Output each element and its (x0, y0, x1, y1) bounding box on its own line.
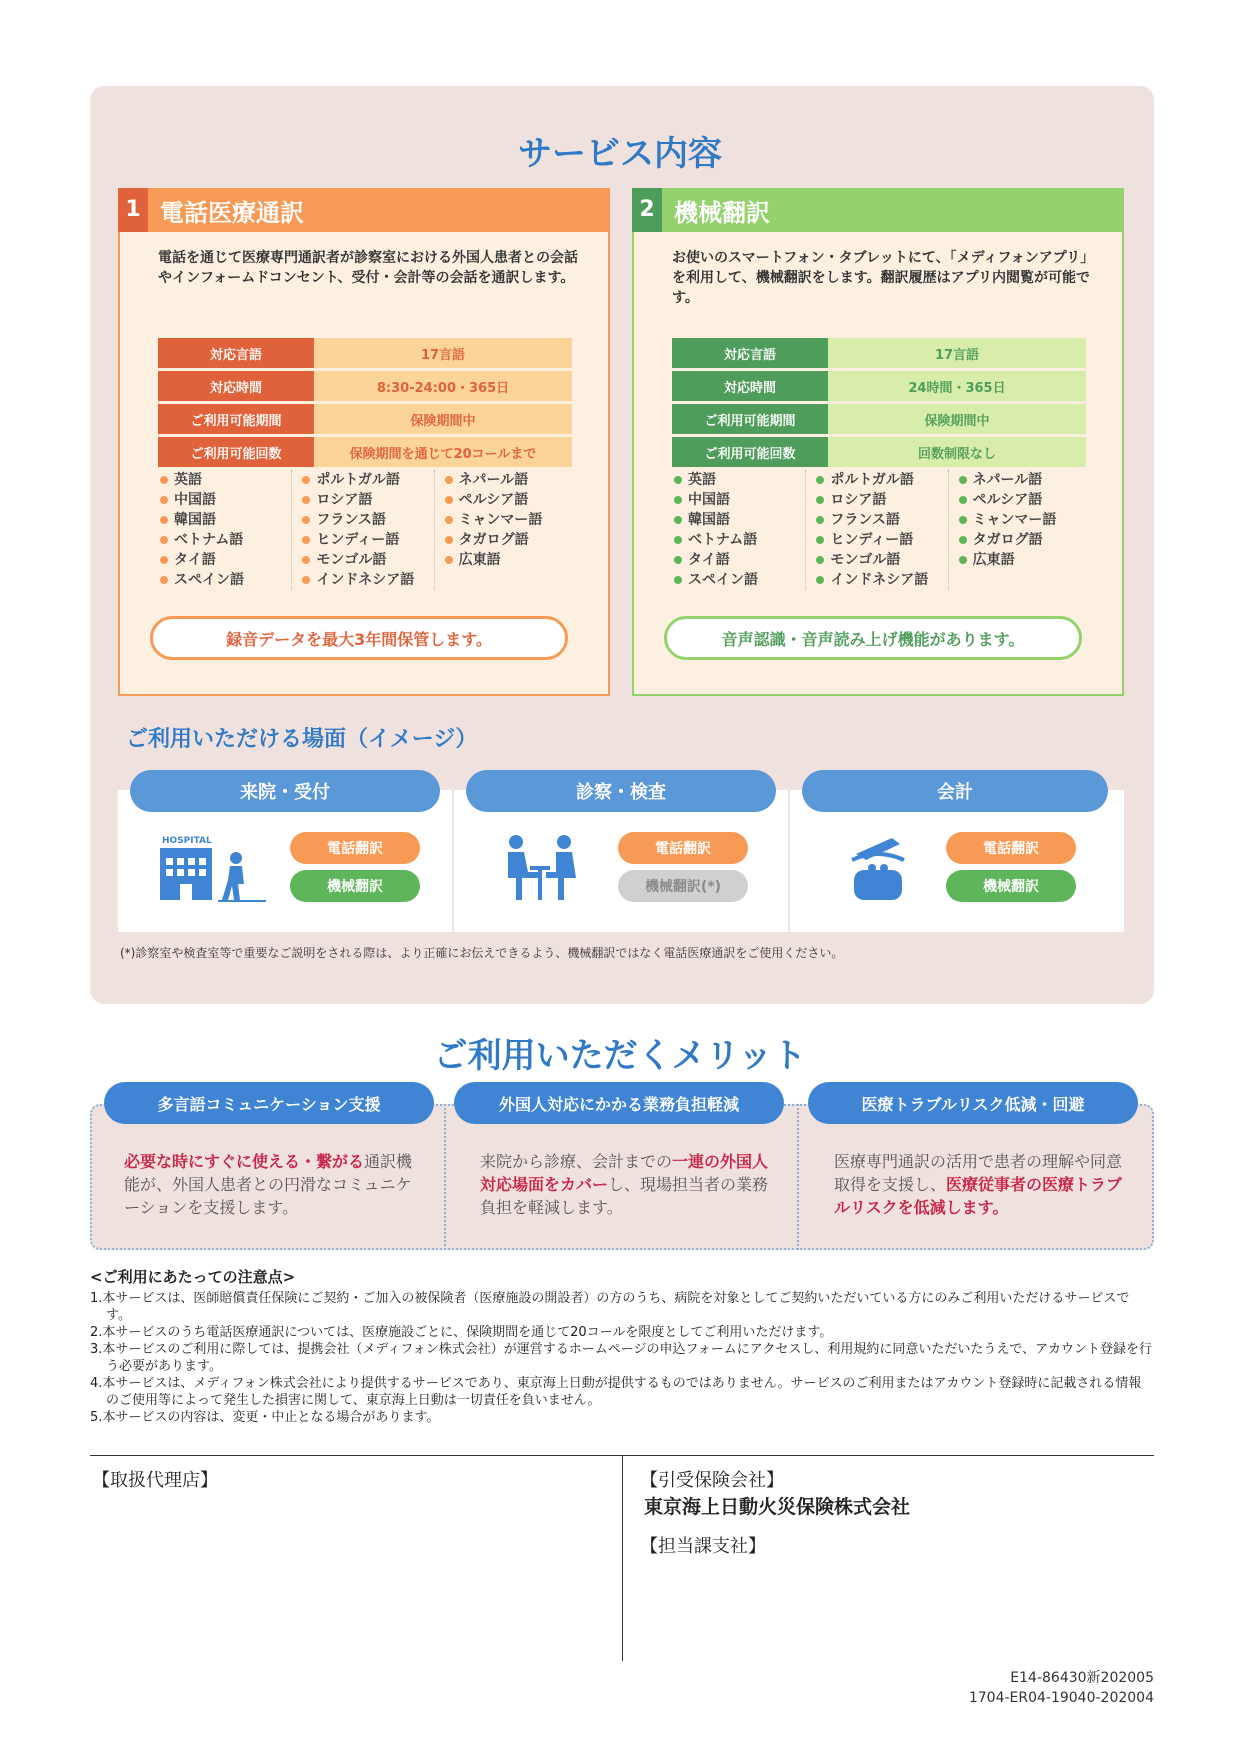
language-item: タイ語 (160, 550, 291, 570)
language-item: 広東語 (959, 550, 1090, 570)
spec-row: ご利用可能回数 保険期間を通じて20コールまで (158, 437, 572, 467)
bullet-icon (959, 496, 967, 504)
caution-item: 1.本サービスは、医師賠償責任保険にご契約・ご加入の被保険者（医療施設の開設者）の方のうち、病院を対象としてご契約いただいている方にのみご利用いただけるサービスです。 (90, 1291, 1130, 1323)
bullet-icon (302, 516, 310, 524)
service-name: 機械翻訳 (674, 198, 770, 227)
bullet-icon (160, 556, 168, 564)
language-item: インドネシア語 (816, 570, 947, 590)
spec-row: ご利用可能期間 保険期間中 (158, 404, 572, 434)
merit-head-workload: 外国人対応にかかる業務負担軽減 (454, 1082, 784, 1124)
divider (797, 1104, 799, 1250)
hospital-sign: HOSPITAL (162, 836, 212, 846)
language-item: タイ語 (674, 550, 805, 570)
language-item: スペイン語 (674, 570, 805, 590)
bullet-icon (445, 536, 453, 544)
language-list (156, 470, 576, 590)
tag-machine-disabled: 機械翻訳(*) (618, 870, 748, 902)
language-item: 韓国語 (160, 510, 291, 530)
bullet-icon (674, 576, 682, 584)
scene-reception: 来院・受付 (130, 770, 440, 812)
merit-head-multilingual: 多言語コミュニケーション支援 (104, 1082, 434, 1124)
service-name: 電話医療通訳 (160, 198, 304, 227)
bullet-icon (674, 476, 682, 484)
spec-row: 対応言語 17言語 (158, 338, 572, 368)
document-code: 1704-ER04-19040-202004 (968, 1690, 1154, 1706)
language-item: ロシア語 (816, 490, 947, 510)
bullet-icon (160, 576, 168, 584)
divider (444, 1104, 446, 1250)
bullet-icon (302, 576, 310, 584)
feature-pill: 音声認識・音声読み上げ機能があります。 (664, 616, 1082, 660)
bullet-icon (302, 476, 310, 484)
service-description: 電話を通じて医療専門通訳者が診察室における外国人患者との会話やインフォームドコンセント、受付・会計等の会話を通訳します。 (158, 250, 578, 286)
language-item: ミャンマー語 (959, 510, 1090, 530)
insurer-name: 東京海上日動火災保険株式会社 (644, 1496, 911, 1518)
bullet-icon (674, 496, 682, 504)
consultation-icon (502, 832, 582, 906)
language-item: ネパール語 (959, 470, 1090, 490)
language-item: 中国語 (674, 490, 805, 510)
bullet-icon (445, 476, 453, 484)
language-item: 中国語 (160, 490, 291, 510)
language-item: モンゴル語 (816, 550, 947, 570)
tag-phone: 電話翻訳 (946, 832, 1076, 864)
language-item: ベトナム語 (674, 530, 805, 550)
bullet-icon (160, 516, 168, 524)
bullet-icon (302, 556, 310, 564)
bullet-icon (445, 556, 453, 564)
caution-item: 2.本サービスのうち電話医療通訳については、医療施設ごとに、保険期間を通じて20コールを限度としてご利用いただけます。 (90, 1325, 833, 1340)
bullet-icon (816, 536, 824, 544)
caution-item: 3.本サービスのご利用に際しては、提携会社（メディフォン株式会社）が運営するホームページの申込フォームにアクセスし、利用規約に同意いただいたうえで、アカウント登録を行う必要があります。 (90, 1342, 1153, 1374)
service-description: お使いのスマートフォン・タブレットにて、「メディフォンアプリ」を利用して、機械翻訳をします。翻訳履歴はアプリ内閲覧が可能です。 (672, 250, 1091, 306)
bullet-icon (816, 496, 824, 504)
language-item: ポルトガル語 (816, 470, 947, 490)
language-item: ネパール語 (445, 470, 576, 490)
document-code: E14-86430新202005 (1010, 1670, 1154, 1686)
bullet-icon (674, 556, 682, 564)
language-item: 韓国語 (674, 510, 805, 530)
scene-footnote: (*)診察室や検査室等で重要なご説明をされる際は、より正確にお伝えできるよう、機械翻訳ではなく電話医療通訳をご使用ください。 (120, 946, 844, 960)
divider (452, 790, 454, 932)
merit-head-risk: 医療トラブルリスク低減・回避 (808, 1082, 1138, 1124)
bullet-icon (445, 496, 453, 504)
language-item: 広東語 (445, 550, 576, 570)
bullet-icon (959, 476, 967, 484)
hospital-icon (158, 836, 268, 906)
bullet-icon (816, 476, 824, 484)
spec-row: ご利用可能回数 回数制限なし (672, 437, 1086, 467)
language-item: フランス語 (302, 510, 433, 530)
language-item: インドネシア語 (302, 570, 433, 590)
language-item: 英語 (674, 470, 805, 490)
tag-machine: 機械翻訳 (946, 870, 1076, 902)
footer-vertical-divider (622, 1455, 623, 1661)
merit-text: 医療専門通訳の活用で患者の理解や同意取得を支援し、医療従事者の医療トラブルリスクを低減します。 (834, 1152, 1123, 1217)
language-item: ヒンディー語 (816, 530, 947, 550)
cautions-title: <ご利用にあたっての注意点> (90, 1268, 296, 1286)
language-item: タガログ語 (445, 530, 576, 550)
spec-row: 対応時間 24時間・365日 (672, 371, 1086, 401)
bullet-icon (674, 516, 682, 524)
spec-row: ご利用可能期間 保険期間中 (672, 404, 1086, 434)
branch-label: 【担当課支社】 (640, 1536, 766, 1557)
scene-accounting: 会計 (802, 770, 1108, 812)
bullet-icon (816, 576, 824, 584)
agent-label: 【取扱代理店】 (92, 1470, 218, 1491)
bullet-icon (959, 536, 967, 544)
tag-phone: 電話翻訳 (290, 832, 420, 864)
service-number: 2 (632, 188, 662, 232)
language-item: フランス語 (816, 510, 947, 530)
bullet-icon (959, 556, 967, 564)
merit-text: 必要な時にすぐに使える・繋がる通訳機能が、外国人患者との円滑なコミュニケーションを支援します。 (124, 1152, 413, 1217)
scene-examination: 診察・検査 (466, 770, 776, 812)
language-item: ヒンディー語 (302, 530, 433, 550)
language-item: ポルトガル語 (302, 470, 433, 490)
divider (788, 790, 790, 932)
bullet-icon (816, 556, 824, 564)
merit-text: 来院から診療、会計までの一連の外国人対応場面をカバーし、現場担当者の業務負担を軽減します。 (480, 1152, 769, 1217)
language-list (670, 470, 1090, 590)
language-item: ペルシア語 (959, 490, 1090, 510)
insurer-label: 【引受保険会社】 (640, 1470, 784, 1491)
language-item: モンゴル語 (302, 550, 433, 570)
spec-row: 対応言語 17言語 (672, 338, 1086, 368)
wallet-icon (848, 830, 908, 906)
tag-machine: 機械翻訳 (290, 870, 420, 902)
bullet-icon (302, 496, 310, 504)
document-codes (969, 1668, 1154, 1708)
caution-item: 5.本サービスの内容は、変更・中止となる場合があります。 (90, 1410, 440, 1425)
language-item: ベトナム語 (160, 530, 291, 550)
language-item: ペルシア語 (445, 490, 576, 510)
bullet-icon (160, 496, 168, 504)
language-item: タガログ語 (959, 530, 1090, 550)
cautions-list (90, 1290, 1154, 1426)
bullet-icon (816, 516, 824, 524)
feature-pill: 録音データを最大3年間保管します。 (150, 616, 568, 660)
merits-title: ご利用いただくメリット (433, 1036, 807, 1076)
scenes-title: ご利用いただける場面（イメージ） (126, 727, 478, 752)
language-item: ミャンマー語 (445, 510, 576, 530)
tag-phone: 電話翻訳 (618, 832, 748, 864)
service-number: 1 (118, 188, 148, 232)
service-card-machine-translation (632, 188, 1124, 696)
service-title: サービス内容 (518, 134, 722, 174)
language-item: ロシア語 (302, 490, 433, 510)
service-card-phone-interpretation (118, 188, 610, 696)
language-item: スペイン語 (160, 570, 291, 590)
bullet-icon (445, 516, 453, 524)
caution-item: 4.本サービスは、メディフォン株式会社により提供するサービスであり、東京海上日動が提供するものではありません。サービスのご利用またはアカウント登録時に記載される情報のご使用等によって発生した損害に関して、東京海上日動は一切責任を負いません。 (90, 1376, 1142, 1408)
language-item: 英語 (160, 470, 291, 490)
bullet-icon (959, 516, 967, 524)
spec-row: 対応時間 8:30-24:00・365日 (158, 371, 572, 401)
bullet-icon (160, 536, 168, 544)
bullet-icon (674, 536, 682, 544)
bullet-icon (160, 476, 168, 484)
bullet-icon (302, 536, 310, 544)
